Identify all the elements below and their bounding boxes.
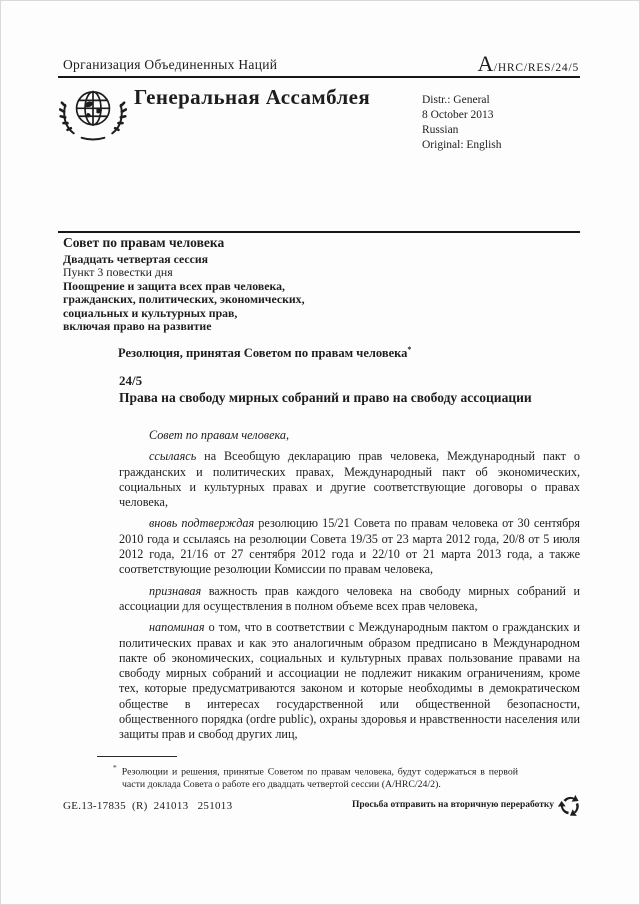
- paragraph-preambular: [119, 620, 580, 742]
- document-symbol-letter: A: [477, 51, 494, 76]
- paragraph-preambular: [119, 449, 580, 510]
- footnote: [113, 762, 518, 791]
- agenda-line: включая право на развитие: [63, 319, 212, 333]
- agenda-item: Пункт 3 повестки дня: [63, 265, 173, 279]
- agenda-line: гражданских, политических, экономических,: [63, 292, 305, 306]
- paragraph-subject: [119, 428, 580, 443]
- recycle-text: Просьба отправить на вторичную переработку: [352, 800, 554, 810]
- section-rule: [58, 231, 580, 233]
- paragraph-lead: признавая: [149, 583, 202, 598]
- session-block: [63, 236, 305, 334]
- ge-distribution-number: GE.13-17835 (R) 241013 251013: [63, 800, 233, 812]
- paragraph-text: на Всеобщую декларацию прав человека, Международный пакт о гражданских и политических правах, Международный пакт об экономических, социальных и культурных правах и другие соответствующие договоры о правах человека,: [119, 449, 580, 510]
- footnote-marker: *: [407, 345, 412, 354]
- header-rule: [58, 76, 580, 78]
- paragraph-preambular: [119, 516, 580, 577]
- footnote-text: Резолюции и решения, принятые Советом по правам человека, будут содержаться в первой части доклада Совета о работе его двадцать четвертой сессии (A/HRC/24/2).: [121, 766, 518, 790]
- session-number: Двадцать четвертая сессия: [63, 251, 209, 266]
- footnote-marker: *: [113, 763, 117, 772]
- paragraph-text: важность прав каждого человека на свободу мирных собраний и ассоциации для осуществления в полном объеме всех прав человека,: [119, 583, 580, 613]
- distribution-block: [422, 93, 502, 153]
- original-line: Original: English: [422, 139, 502, 151]
- resolution-title: Права на свободу мирных собраний и право на свободу ассоциации: [119, 390, 532, 405]
- document-symbol: [431, 51, 579, 77]
- distr-line: Distr.: General: [422, 94, 490, 106]
- un-emblem-icon: [59, 85, 127, 143]
- paragraph-text: резолюцию 15/21 Совета по правам человека от 30 сентября 2010 года и ссылаясь на резолюции Совета 19/35 от 23 марта 2012 года, 20/8 от 5 июля 2012 года, 21/16 от 27 сентября 2012 года и 22/10 от 21 марта 2013 года, а также соответствующие резолюции Комиссии по правам человека,: [119, 516, 580, 577]
- resolution-number: 24/5: [119, 373, 143, 388]
- date-line: 8 October 2013: [422, 109, 494, 121]
- paragraph-text: о том, что в соответствии с Международным пактом о гражданских и политических правах и как это аналогичным образом предписано в Международном пакте об экономических, социальных и культурных правах пользование правами на свободу мирных собраний и ассоциации не подлежит никаким ограничениям, кроме тех, которые предусматриваются законом и которые необходимы в демократическом обществе в интересах государственной или общественной безопасности, общественного порядка (ordre public), охраны здоровья и нравственности населения или защиты прав и свобод других лиц,: [119, 620, 580, 742]
- resolution-body: [119, 428, 580, 749]
- resolution-heading-text: Резолюция, принятая Советом по правам человека: [118, 346, 408, 361]
- paragraph-lead: ссылаясь: [149, 449, 197, 464]
- council-title: Совет по правам человека: [63, 235, 225, 250]
- assembly-title: Генеральная Ассамблея: [134, 85, 371, 109]
- recycle-icon: [557, 792, 583, 818]
- agenda-line: Поощрение и защита всех прав человека,: [63, 278, 285, 293]
- paragraph-lead: вновь подтверждая: [149, 516, 255, 531]
- language-line: Russian: [422, 124, 459, 136]
- recycle-notice: [352, 792, 583, 818]
- document-symbol-rest: /HRC/RES/24/5: [493, 62, 579, 74]
- footnote-rule: [97, 756, 177, 757]
- paragraph-lead: Совет по правам человека,: [149, 428, 290, 442]
- agenda-line: социальных и культурных прав,: [63, 305, 238, 320]
- paragraph-lead: напоминая: [149, 620, 205, 635]
- paragraph-preambular: [119, 584, 580, 615]
- resolution-heading: [118, 345, 411, 361]
- org-name: Организация Объединенных Наций: [63, 57, 278, 72]
